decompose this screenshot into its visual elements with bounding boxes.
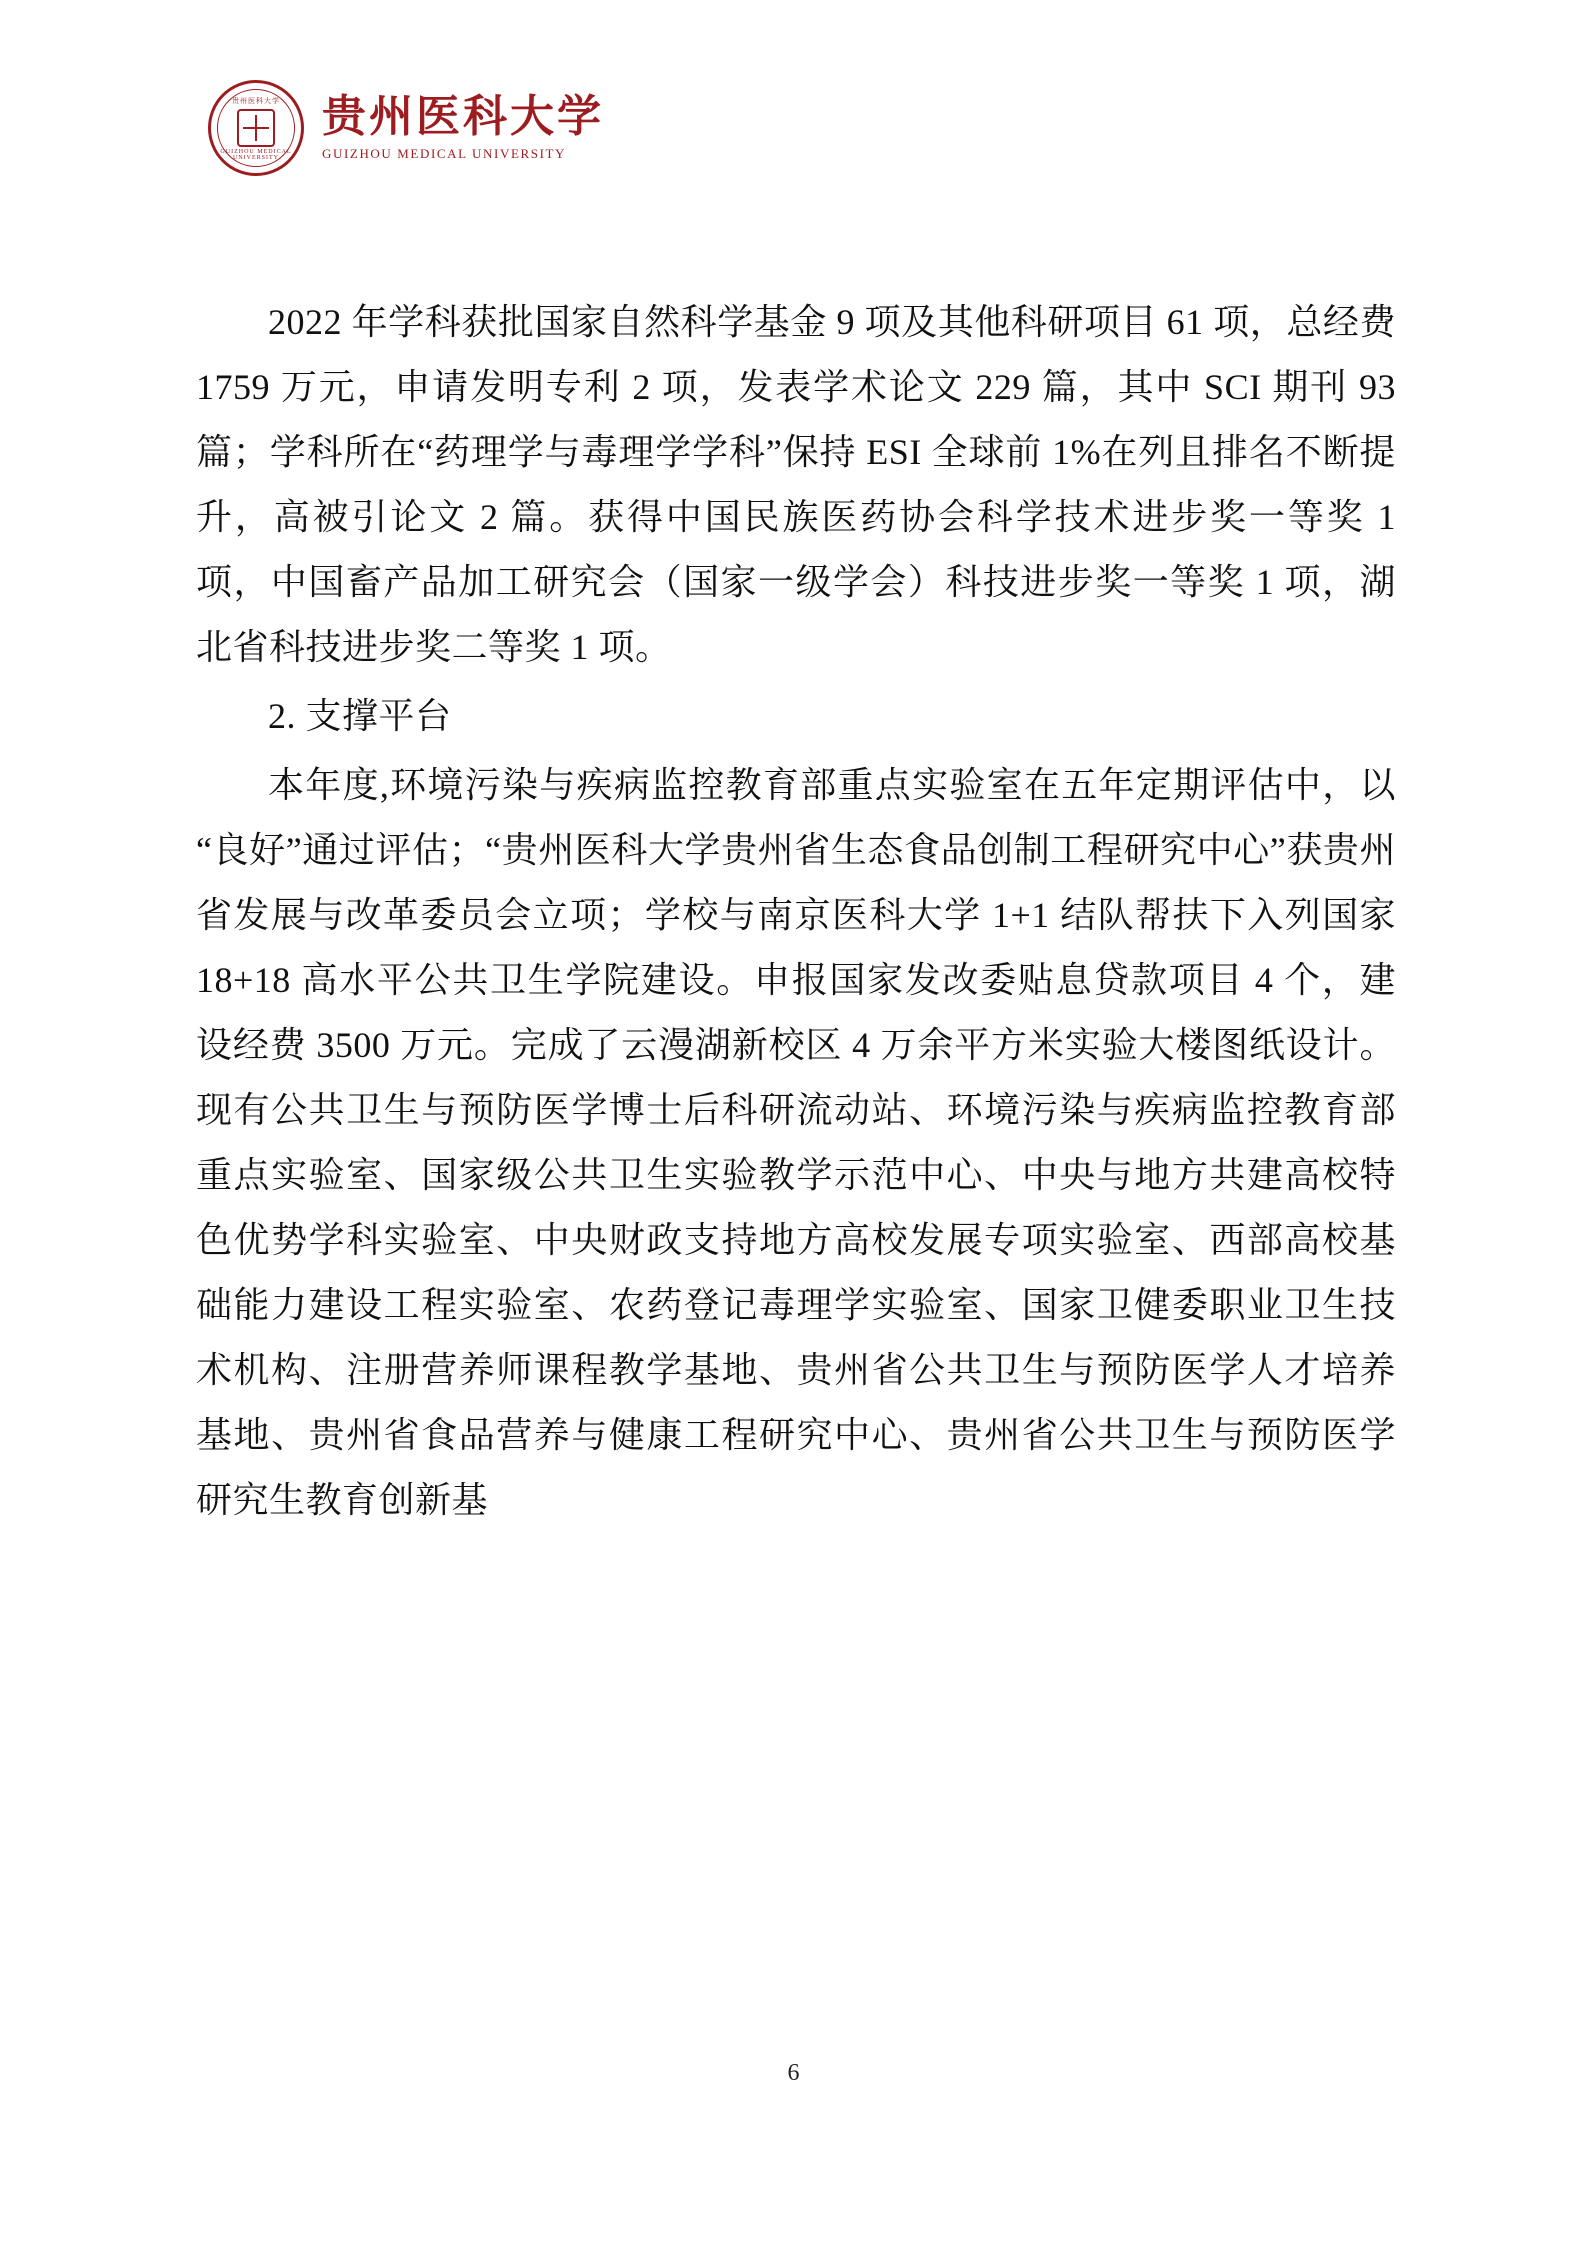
university-seal-icon: [208, 80, 304, 176]
paragraph-research-output: 2022 年学科获批国家自然科学基金 9 项及其他科研项目 61 项，总经费 1759 万元，申请发明专利 2 项，发表学术论文 229 篇，其中 SCI 期刊 93 篇；学科所在“药理学与毒理学学科”保持 ESI 全球前 1%在列且排名不断提升，高被引论文 2 篇。获得中国民族医药协会科学技术进步奖一等奖 1 项，中国畜产品加工研究会（国家一级学会）科技进步奖一等奖 1 项，湖北省科技进步奖二等奖 1 项。: [196, 302, 1396, 667]
page-number: 6: [787, 2060, 800, 2086]
paragraph-support-platform: 本年度,环境污染与疾病监控教育部重点实验室在五年定期评估中，以“良好”通过评估；“贵州医科大学贵州省生态食品创制工程研究中心”获贵州省发展与改革委员会立项；学校与南京医科大学 1+1 结队帮扶下入列国家 18+18 高水平公共卫生学院建设。申报国家发改委贴息贷款项目 4 个，建设经费 3500 万元。完成了云漫湖新校区 4 万余平方米实验大楼图纸设计。现有公共卫生与预防医学博士后科研流动站、环境污染与疾病监控教育部重点实验室、国家级公共卫生实验教学示范中心、中央与地方共建高校特色优势学科实验室、中央财政支持地方高校发展专项实验室、西部高校基础能力建设工程实验室、农药登记毒理学实验室、国家卫健委职业卫生技术机构、注册营养师课程教学基地、贵州省公共卫生与预防医学人才培养基地、贵州省食品营养与健康工程研究中心、贵州省公共卫生与预防医学研究生教育创新基: [196, 765, 1396, 1520]
university-name-cn: 贵州医科大学: [322, 91, 604, 141]
document-body: [196, 290, 1396, 1537]
university-logo: [208, 80, 604, 176]
seal-emblem-icon: [237, 109, 275, 147]
logo-text-block: [322, 91, 604, 162]
seal-top-text: 贵州医科大学: [232, 97, 280, 105]
university-name-en: GUIZHOU MEDICAL UNIVERSITY: [322, 146, 567, 162]
section-heading-support-platform: 2. 支撑平台: [268, 696, 452, 736]
seal-bottom-text: GUIZHOU MEDICAL UNIVERSITY: [220, 149, 292, 161]
